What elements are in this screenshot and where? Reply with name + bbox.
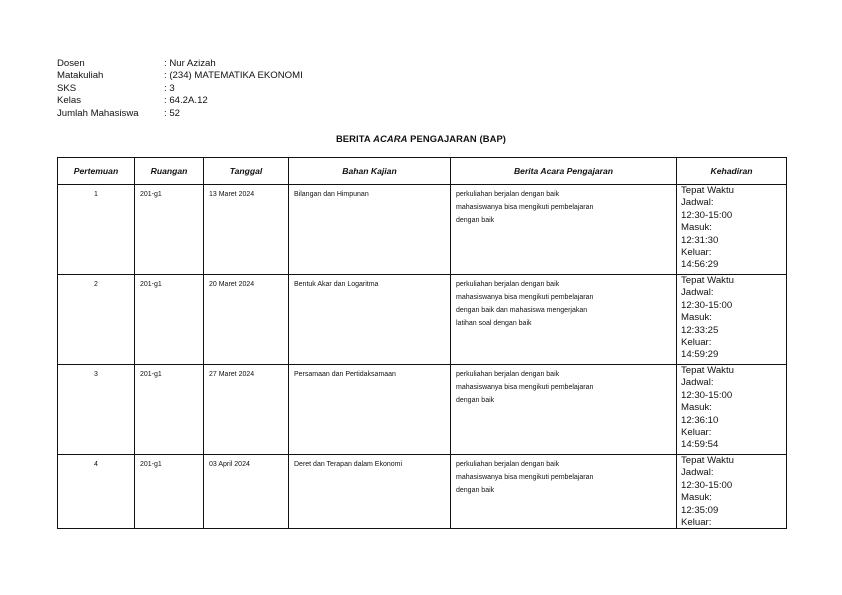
info-label: Matakuliah [57,70,104,82]
table-row [58,455,787,529]
info-label: Dosen [57,58,85,69]
cell-kehadiran [677,275,787,365]
info-row-kelas [57,95,303,107]
kehadiran-jadwal-label: Jadwal: [681,197,714,209]
kehadiran-jadwal: 12:30-15:00 [681,209,733,221]
kehadiran-keluar-label: Keluar: [681,517,712,525]
title-part-2: ACARA [373,133,408,144]
info-value: : 64.2A.12 [164,95,208,107]
cell-pertemuan: 3 [58,365,135,455]
berita-line: perkuliahan berjalan dengan baik [456,281,560,288]
info-label: Jumlah Mahasiswa [57,107,139,119]
cell-tanggal: 27 Maret 2024 [204,365,289,455]
cell-ruangan: 201-g1 [135,455,204,529]
berita-line: perkuliahan berjalan dengan baik [456,461,560,468]
kehadiran-keluar: 14:59:54 [681,439,719,451]
cell-berita-acara [451,455,677,529]
berita-line: dengan baik [456,487,495,494]
berita-line: latihan soal dengan baik [456,320,532,327]
kehadiran-masuk-label: Masuk: [681,222,712,234]
info-row-matakuliah [57,70,303,82]
kehadiran-keluar-label: Keluar: [681,427,712,439]
course-info [57,58,303,120]
info-label: Kelas [57,95,81,107]
cell-tanggal: 20 Maret 2024 [204,275,289,365]
kehadiran-masuk: 12:35:09 [681,504,719,516]
kehadiran-status: Tepat Waktu [681,455,734,466]
kehadiran-keluar-label: Keluar: [681,247,712,259]
kehadiran-masuk-label: Masuk: [681,492,712,504]
kehadiran-status: Tepat Waktu [681,185,734,196]
cell-berita-acara [451,275,677,365]
title-part-1: BERITA [335,133,374,144]
kehadiran-masuk: 12:36:10 [681,414,719,426]
header-ruangan: Ruangan [135,158,204,185]
header-tanggal: Tanggal [204,158,289,185]
cell-kehadiran [677,455,787,529]
info-row-jumlah-mahasiswa [57,108,303,120]
berita-line: perkuliahan berjalan dengan baik [456,191,560,198]
cell-tanggal: 03 April 2024 [204,455,289,529]
berita-line: mahasiswanya bisa mengikuti pembelajaran [456,204,594,211]
berita-line: mahasiswanya bisa mengikuti pembelajaran [456,294,594,301]
cell-berita-acara [451,185,677,275]
berita-line: dengan baik [456,397,495,404]
berita-line: dengan baik dan mahasiswa mengerjakan [456,307,588,314]
cell-bahan-kajian: Deret dan Terapan dalam Ekonomi [289,455,451,529]
kehadiran-masuk: 12:33:25 [681,324,719,336]
cell-berita-acara [451,365,677,455]
cell-ruangan: 201-g1 [135,185,204,275]
table-row [58,185,787,275]
kehadiran-keluar: 14:56:29 [681,259,719,271]
cell-bahan-kajian: Bentuk Akar dan Logaritma [289,275,451,365]
table-row [58,275,787,365]
kehadiran-keluar-label: Keluar: [681,337,712,349]
cell-pertemuan: 2 [58,275,135,365]
header-kehadiran: Kehadiran [677,158,787,185]
title-part-3: PENGAJARAN (BAP) [407,133,507,144]
table-header-row [58,158,787,185]
cell-pertemuan: 4 [58,455,135,529]
table-row [58,365,787,455]
berita-line: mahasiswanya bisa mengikuti pembelajaran [456,384,594,391]
kehadiran-masuk: 12:31:30 [681,234,719,246]
kehadiran-jadwal: 12:30-15:00 [681,479,733,491]
cell-pertemuan: 1 [58,185,135,275]
kehadiran-jadwal: 12:30-15:00 [681,389,733,401]
info-row-sks [57,83,303,95]
cell-ruangan: 201-g1 [135,275,204,365]
cell-ruangan: 201-g1 [135,365,204,455]
cell-kehadiran [677,185,787,275]
info-value: : Nur Azizah [164,58,216,69]
header-pertemuan: Pertemuan [58,158,135,185]
kehadiran-jadwal-label: Jadwal: [681,467,714,479]
kehadiran-masuk-label: Masuk: [681,402,712,414]
kehadiran-keluar: 14:59:29 [681,349,719,361]
berita-line: mahasiswanya bisa mengikuti pembelajaran [456,474,594,481]
cell-bahan-kajian: Bilangan dan Himpunan [289,185,451,275]
berita-line: dengan baik [456,217,495,224]
kehadiran-masuk-label: Masuk: [681,312,712,324]
bap-table [57,157,787,529]
document-title [57,133,785,144]
info-value: : (234) MATEMATIKA EKONOMI [164,70,303,82]
cell-kehadiran [677,365,787,455]
header-berita-acara: Berita Acara Pengajaran [451,158,677,185]
header-bahan-kajian: Bahan Kajian [289,158,451,185]
info-value: : 3 [164,82,175,94]
cell-bahan-kajian: Persamaan dan Pertidaksamaan [289,365,451,455]
info-row-dosen [57,58,303,70]
kehadiran-jadwal: 12:30-15:00 [681,299,733,311]
kehadiran-jadwal-label: Jadwal: [681,377,714,389]
info-value: : 52 [164,107,181,119]
info-label: SKS [57,82,77,94]
cell-tanggal: 13 Maret 2024 [204,185,289,275]
kehadiran-status: Tepat Waktu [681,365,734,376]
kehadiran-status: Tepat Waktu [681,275,734,286]
kehadiran-jadwal-label: Jadwal: [681,287,714,299]
berita-line: perkuliahan berjalan dengan baik [456,371,560,378]
